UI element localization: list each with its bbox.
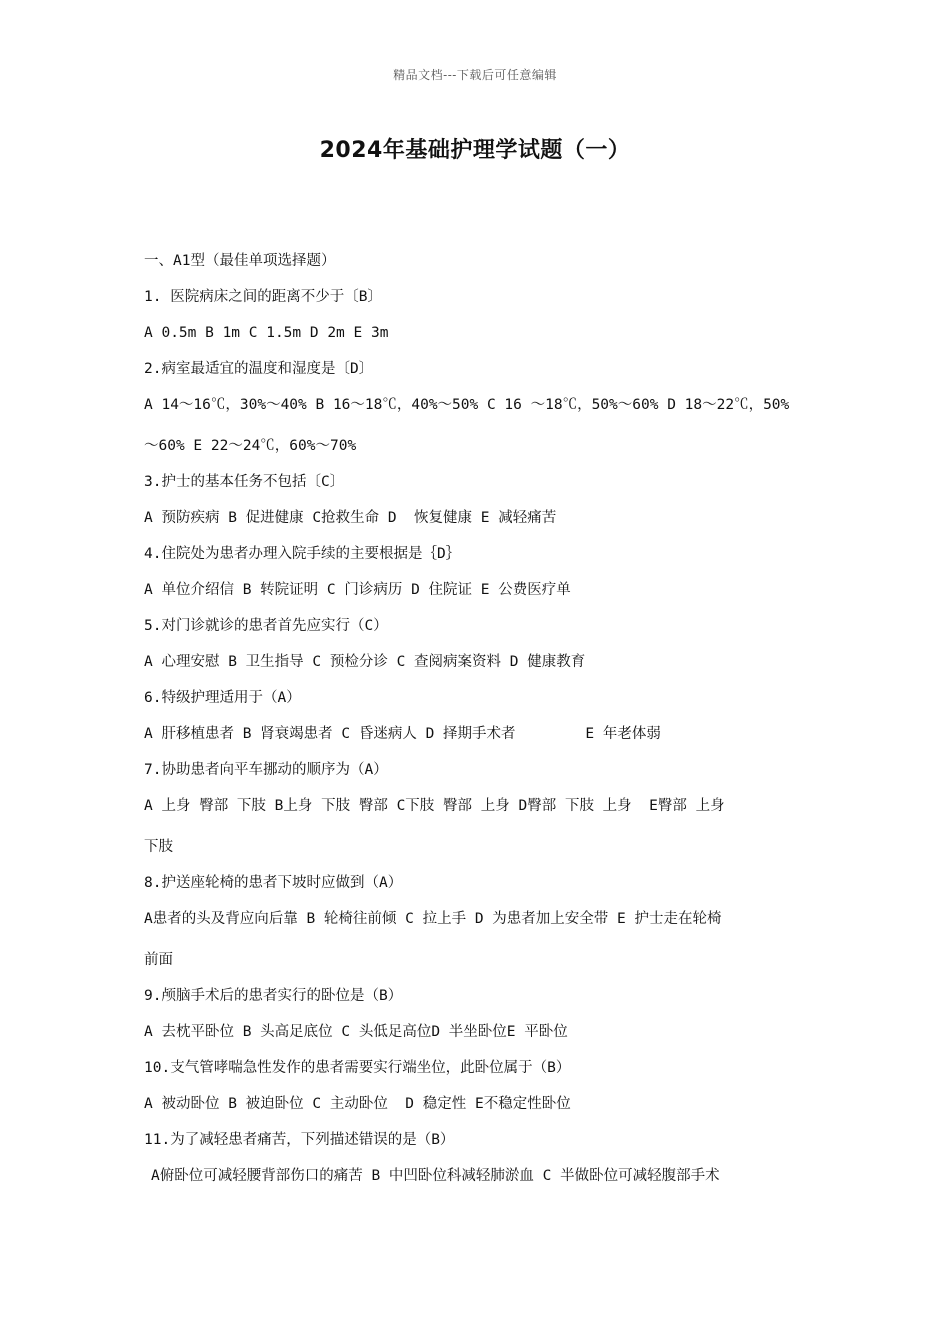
question-3-stem: 3.护士的基本任务不包括〔C〕 bbox=[144, 474, 345, 490]
question-6-options: A 肝移植患者 B 肾衰竭患者 C 昏迷病人 D 择期手术者 E 年老体弱 bbox=[144, 726, 661, 742]
question-8-options: A患者的头及背应向后靠 B 轮椅往前倾 C 拉上手 D 为患者加上安全带 E 护士走在轮椅 bbox=[144, 911, 722, 927]
question-4-stem: 4.住院处为患者办理入院手续的主要根据是｛D｝ bbox=[144, 546, 461, 562]
question-2-options: A 14～16℃，30%～40% B 16～18℃，40%～50% C 16 ～18℃，50%～60% D 18～22℃，50% bbox=[144, 397, 790, 413]
header-note: 精品文档---下载后可任意编辑 bbox=[393, 68, 557, 82]
question-9-stem: 9.颅脑手术后的患者实行的卧位是（B） bbox=[144, 988, 403, 1004]
question-10-stem: 10.支气管哮喘急性发作的患者需要实行端坐位，此卧位属于（B） bbox=[144, 1060, 571, 1076]
question-2-stem: 2.病室最适宜的温度和湿度是〔D〕 bbox=[144, 361, 374, 377]
question-6-stem: 6.特级护理适用于（A） bbox=[144, 690, 301, 706]
question-11-options: A俯卧位可减轻腰背部伤口的痛苦 B 中凹卧位科减轻肺淤血 C 半做卧位可减轻腹部手术 bbox=[151, 1168, 720, 1184]
question-11-stem: 11.为了减轻患者痛苦，下列描述错误的是（B） bbox=[144, 1132, 455, 1148]
section-heading: 一、A1型（最佳单项选择题） bbox=[144, 253, 336, 269]
question-5-options: A 心理安慰 B 卫生指导 C 预检分诊 C 查阅病案资料 D 健康教育 bbox=[144, 654, 586, 670]
question-5-stem: 5.对门诊就诊的患者首先应实行（C） bbox=[144, 618, 388, 634]
question-2-options-continued: ～60% E 22～24℃，60%～70% bbox=[144, 438, 357, 454]
question-8-stem: 8.护送座轮椅的患者下坡时应做到（A） bbox=[144, 875, 403, 891]
question-7-options-continued: 下肢 bbox=[144, 839, 173, 855]
question-8-options-continued: 前面 bbox=[144, 952, 173, 968]
question-1-stem: 1. 医院病床之间的距离不少于〔B〕 bbox=[144, 289, 382, 305]
question-3-options: A 预防疾病 B 促进健康 C抢救生命 D 恢复健康 E 减轻痛苦 bbox=[144, 510, 557, 526]
question-7-stem: 7.协助患者向平车挪动的顺序为（A） bbox=[144, 762, 388, 778]
question-4-options: A 单位介绍信 B 转院证明 C 门诊病历 D 住院证 E 公费医疗单 bbox=[144, 582, 571, 598]
question-10-options: A 被动卧位 B 被迫卧位 C 主动卧位 D 稳定性 E不稳定性卧位 bbox=[144, 1096, 571, 1112]
question-7-options: A 上身 臀部 下肢 B上身 下肢 臀部 C下肢 臀部 上身 D臀部 下肢 上身 E臀部 上身 bbox=[144, 798, 725, 814]
document-body bbox=[144, 252, 824, 1203]
question-1-options: A 0.5m B 1m C 1.5m D 2m E 3m bbox=[144, 325, 389, 341]
question-9-options: A 去枕平卧位 B 头高足底位 C 头低足高位D 半坐卧位E 平卧位 bbox=[144, 1024, 568, 1040]
document-title: 2024年基础护理学试题（一） bbox=[319, 138, 631, 163]
